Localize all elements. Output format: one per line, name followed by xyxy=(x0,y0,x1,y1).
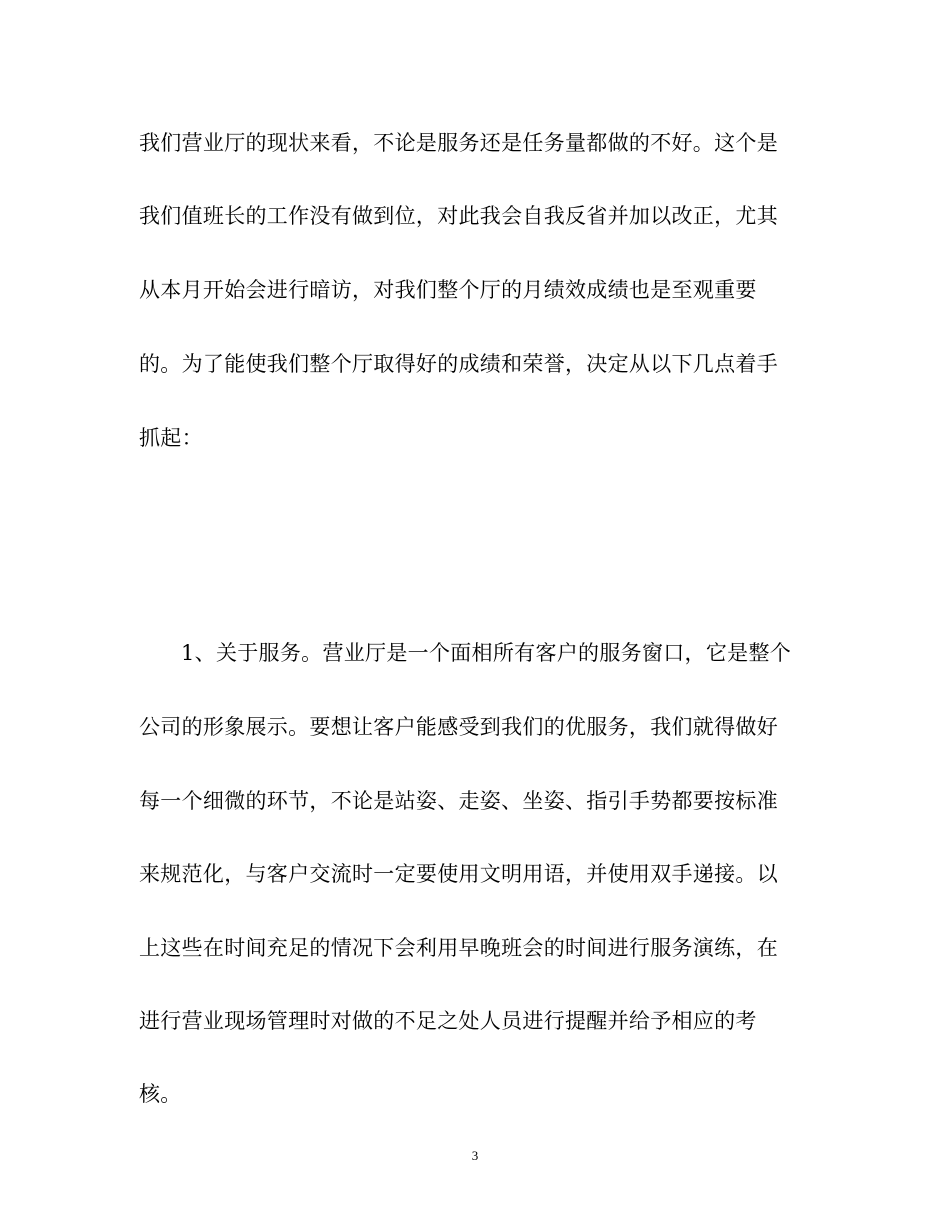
paragraph-1-line-1: 我们营业厅的现状来看，不论是服务还是任务量都做的不好。这个是 xyxy=(139,131,778,155)
paragraph-1-line-2: 我们值班长的工作没有做到位，对此我会自我反省并加以改正，尤其 xyxy=(139,204,778,228)
paragraph-2-line-1: 1、关于服务。营业厅是一个面相所有客户的服务窗口，它是整个 xyxy=(181,641,792,665)
paragraph-2-line-3: 每一个细微的环节，不论是站姿、走姿、坐姿、指引手势都要按标准 xyxy=(139,789,778,813)
paragraph-1-line-4: 的。为了能使我们整个厅取得好的成绩和荣誉，决定从以下几点着手 xyxy=(139,352,778,376)
page-number: 3 xyxy=(471,1148,479,1163)
paragraph-1-line-3: 从本月开始会进行暗访，对我们整个厅的月绩效成绩也是至观重要 xyxy=(139,278,757,302)
paragraph-2-line-6: 进行营业现场管理时对做的不足之处人员进行提醒并给予相应的考 xyxy=(139,1009,757,1033)
paragraph-2-line-7: 核。 xyxy=(139,1082,182,1106)
paragraph-2-line-4: 来规范化，与客户交流时一定要使用文明用语，并使用双手递接。以 xyxy=(139,862,778,886)
paragraph-2-line-5: 上这些在时间充足的情况下会利用早晚班会的时间进行服务演练，在 xyxy=(139,936,778,960)
paragraph-2-line-2: 公司的形象展示。要想让客户能感受到我们的优服务，我们就得做好 xyxy=(139,715,778,739)
paragraph-1-line-5: 抓起： xyxy=(139,426,203,450)
